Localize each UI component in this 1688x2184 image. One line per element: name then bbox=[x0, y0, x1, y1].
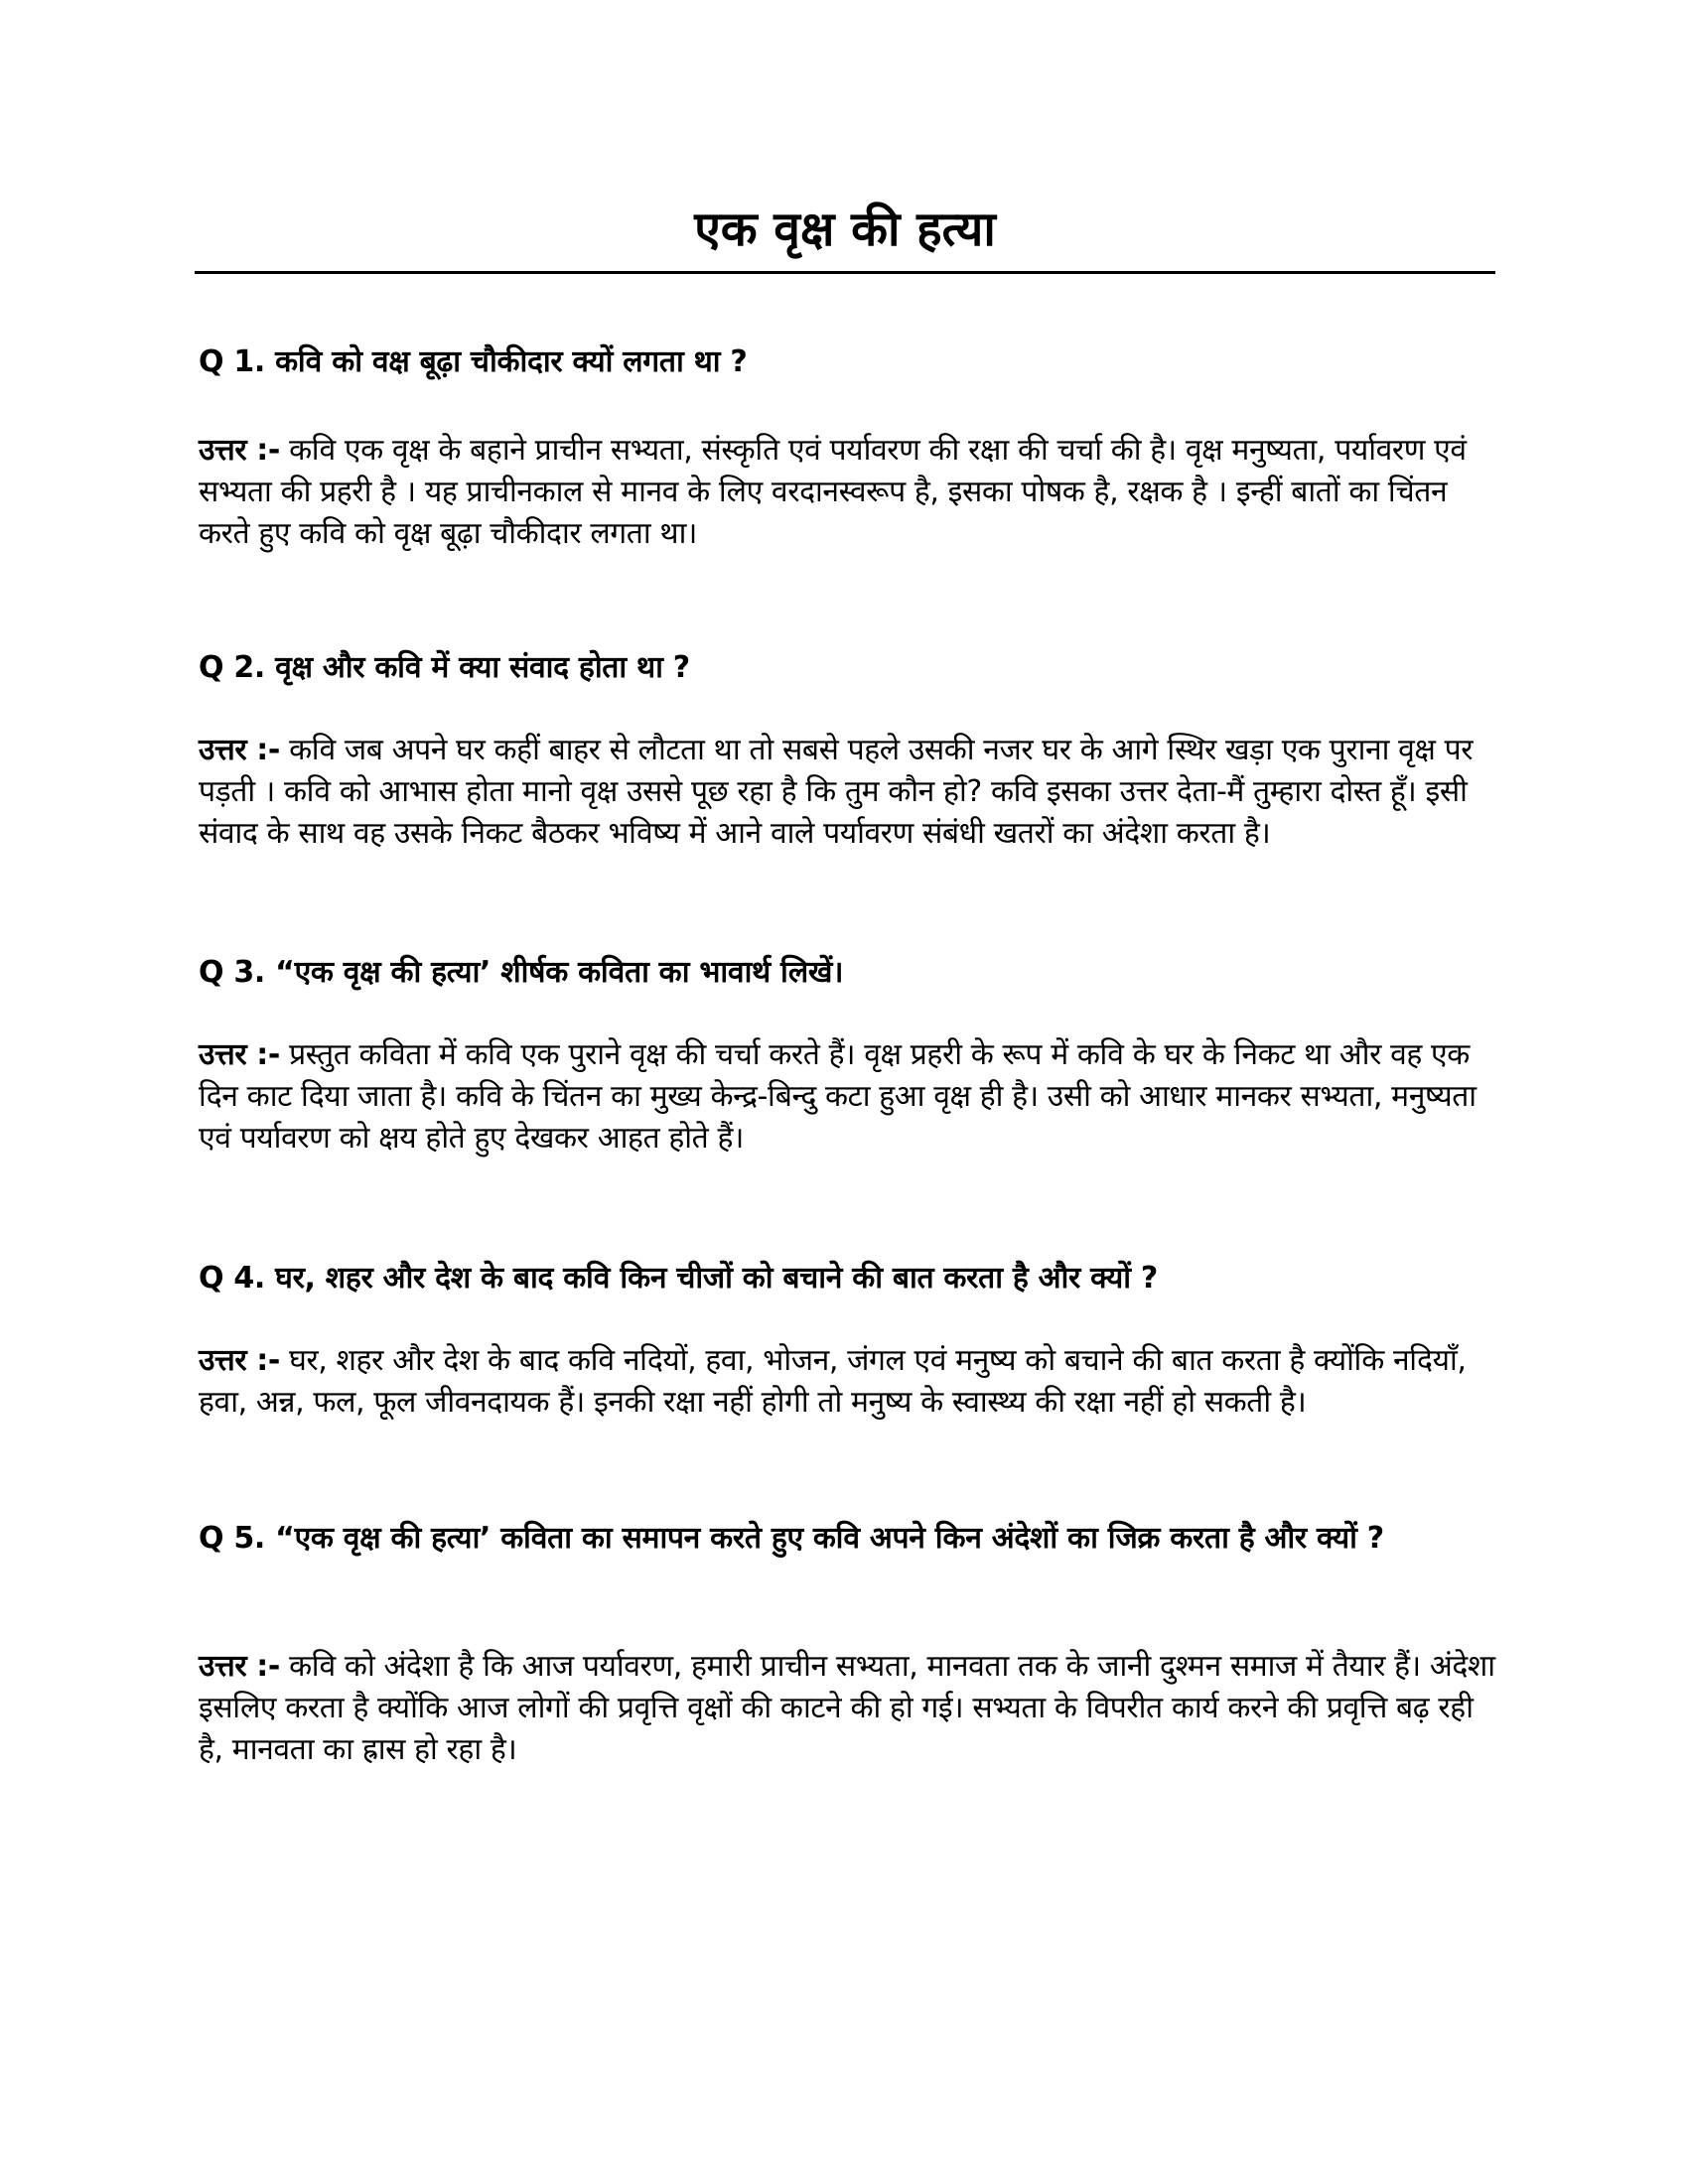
qa-block-5 bbox=[199, 1517, 1499, 1767]
question-4: Q 4. घर, शहर और देश के बाद कवि किन चीजों को बचाने की बात करता है और क्यों ? bbox=[199, 1261, 1158, 1296]
answer-1 bbox=[199, 430, 1499, 555]
question-5: Q 5. “एक वृक्ष की हत्या’ कविता का समापन करते हुए कवि अपने किन अंदेशों का जिक्र करता है और क्यों ? bbox=[199, 1521, 1384, 1556]
answer-2-text: कवि जब अपने घर कहीं बाहर से लौटता था तो सबसे पहले उसकी नजर घर के आगे स्थिर खड़ा एक पुराना वृक्ष पर पड़ती । कवि को आभास होता मानो वृक्ष उससे पूछ रहा है कि तुम कौन हो? कवि इसका उत्तर देता-मैं तुम्हारा दोस्त हूँ। इसी संवाद के साथ वह उसके निकट बैठकर भविष्य में आने वाले पर्यावरण संबंधी खतरों का अंदेशा करता है। bbox=[199, 733, 1474, 851]
answer-label: उत्तर :- bbox=[199, 1343, 280, 1378]
answer-label: उत्तर :- bbox=[199, 433, 280, 468]
answer-label: उत्तर :- bbox=[199, 1649, 280, 1684]
qa-block-3 bbox=[199, 951, 1499, 1156]
question-2: Q 2. वृक्ष और कवि में क्या संवाद होता था ? bbox=[199, 650, 690, 685]
title-divider bbox=[195, 271, 1495, 274]
answer-2 bbox=[199, 730, 1499, 855]
question-1: Q 1. कवि को वक्ष बूढ़ा चौकीदार क्यों लगता था ? bbox=[199, 344, 748, 379]
answer-3 bbox=[199, 1034, 1499, 1160]
qa-block-2 bbox=[199, 646, 1499, 851]
question-3: Q 3. “एक वृक्ष की हत्या’ शीर्षक कविता का भावार्थ लिखें। bbox=[199, 955, 844, 990]
answer-4-text: घर, शहर और देश के बाद कवि नदियों, हवा, भोजन, जंगल एवं मनुष्य को बचाने की बात करता है क्योंकि नदियाँ, हवा, अन्न, फल, फूल जीवनदायक हैं। इनकी रक्षा नहीं होगी तो मनुष्य के स्वास्थ्य की रक्षा नहीं हो सकती है। bbox=[199, 1343, 1467, 1420]
answer-label: उत्तर :- bbox=[199, 1037, 280, 1072]
qa-block-1 bbox=[199, 341, 1499, 551]
answer-5-text: कवि को अंदेशा है कि आज पर्यावरण, हमारी प्राचीन सभ्यता, मानवता तक के जानी दुश्मन समाज में तैयार हैं। अंदेशा इसलिए करता है क्योंकि आज लोगों की प्रवृत्ति वृक्षों की काटने की हो गई। सभ्यता के विपरीत कार्य करने की प्रवृत्ति बढ़ रही है, मानवता का ह्रास हो रहा है। bbox=[199, 1649, 1495, 1767]
answer-5 bbox=[199, 1646, 1499, 1771]
answer-label: उत्तर :- bbox=[199, 733, 280, 767]
answer-3-text: प्रस्तुत कविता में कवि एक पुराने वृक्ष की चर्चा करते हैं। वृक्ष प्रहरी के रूप में कवि के घर के निकट था और वह एक दिन काट दिया जाता है। कवि के चिंतन का मुख्य केन्द्र-बिन्दु कटा हुआ वृक्ष ही है। उसी को आधार मानकर सभ्यता, मनुष्यता एवं पर्यावरण को क्षय होते हुए देखकर आहत होते हैं। bbox=[199, 1037, 1477, 1156]
answer-1-text: कवि एक वृक्ष के बहाने प्राचीन सभ्यता, संस्कृति एवं पर्यावरण की रक्षा की चर्चा की है। वृक्ष मनुष्यता, पर्यावरण एवं सभ्यता की प्रहरी है । यह प्राचीनकाल से मानव के लिए वरदानस्वरूप है, इसका पोषक है, रक्षक है । इन्हीं बातों का चिंतन करते हुए कवि को वृक्ष बूढ़ा चौकीदार लगता था। bbox=[199, 433, 1467, 551]
page-title: एक वृक्ष की हत्या bbox=[694, 202, 996, 257]
answer-4 bbox=[199, 1340, 1499, 1424]
qa-block-4 bbox=[199, 1257, 1499, 1420]
